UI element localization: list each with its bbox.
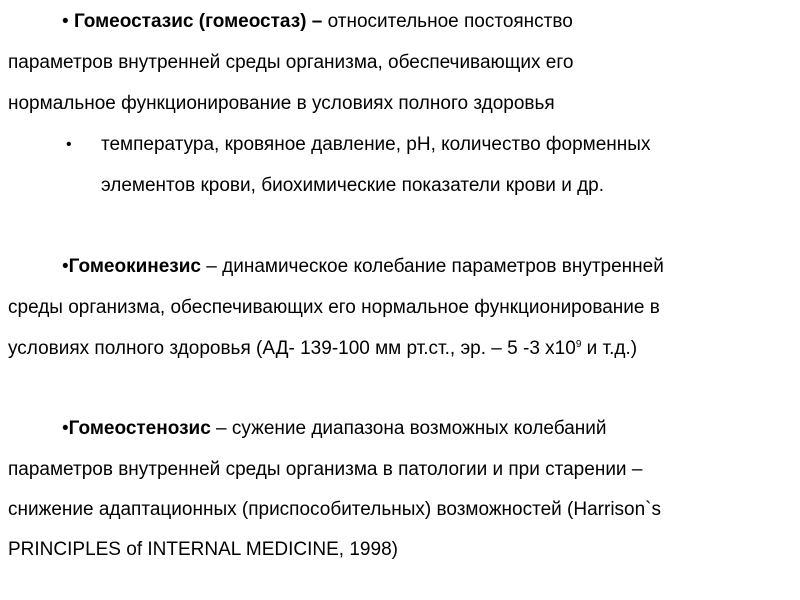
homeokinesis-definition-start: – динамическое колебание параметров внутренней [201,256,664,277]
bullet-icon: • [62,256,69,277]
sub-bullet-line-1: температура, кровяное давление, рН, количество форменных [101,134,651,155]
bullet-icon: • [62,418,69,439]
homeokinesis-line-1 [62,255,664,279]
term-dash: – [306,11,328,32]
homeostasis-line-1 [62,10,573,34]
homeokinesis-line-3-end: и т.д.) [581,338,638,359]
homeostasis-term: Гомеостазис (гомеостаз) [73,11,307,32]
homeostenosis-line-3: снижение адаптационных (приспособительных) возможностей (Harrison`s [8,499,662,520]
homeostenosis-definition-start: – сужение диапазона возможных колебаний [210,418,607,439]
homeokinesis-line-3 [8,337,637,361]
homeostenosis-term: Гомеостенозис [68,418,211,439]
exponent: 9 [575,339,582,350]
sub-bullet-icon: • [66,136,72,153]
sub-bullet-line-2: элементов крови, биохимические показатели крови и др. [101,175,605,196]
homeokinesis-line-2: среды организма, обеспечивающих его нормальное функционирование в [8,297,660,318]
homeostasis-definition-start: относительное постоянство [327,11,573,32]
bullet-icon: • [62,11,69,32]
homeostasis-line-3: нормальное функционирование в условиях полного здоровья [8,93,555,114]
homeostenosis-line-1 [62,417,607,441]
homeokinesis-line-3-text: условиях полного здоровья (АД- 139-100 мм рт.ст., эр. – 5 -3 х10 [8,338,576,359]
homeostenosis-line-4: PRINCIPLES of INTERNAL MEDICINE, 1998) [8,539,398,560]
homeostenosis-line-2: параметров внутренней среды организма в патологии и при старении – [8,459,643,480]
homeokinesis-term: Гомеокинезис [68,256,201,277]
homeostasis-line-2: параметров внутренней среды организма, обеспечивающих его [8,52,574,73]
